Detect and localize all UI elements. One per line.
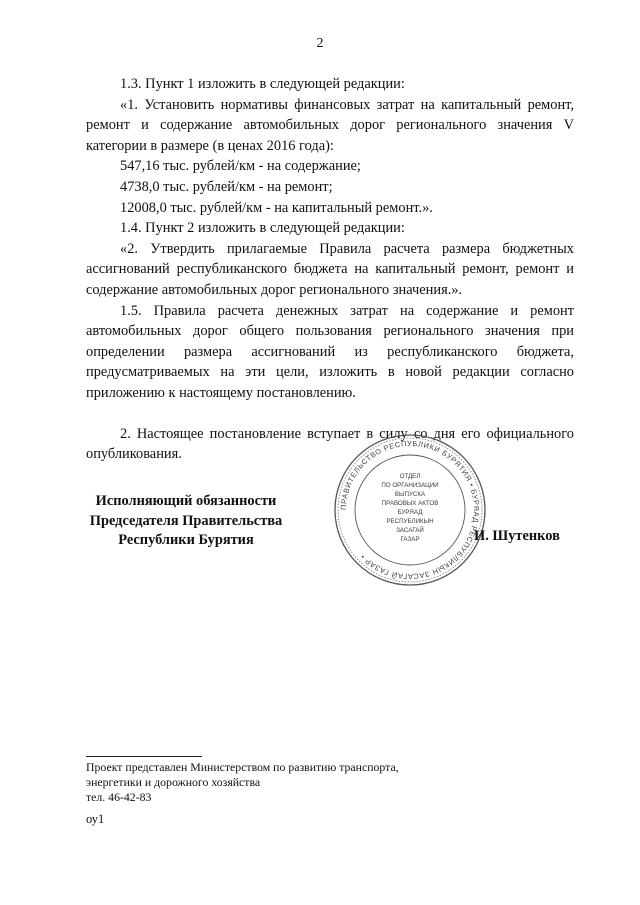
footnote xyxy=(86,760,466,805)
paragraph-norms-intro: «1. Установить нормативы финансовых затрат на капитальный ремонт, ремонт и содержание автомобильных дорог регионального значения V категории в размере (в ценах 2016 года): xyxy=(86,96,574,154)
paragraph-1-3: 1.3. Пункт 1 изложить в следующей редакции: xyxy=(120,76,405,92)
seal-center-line: ГАЗАР xyxy=(400,536,420,543)
seal-center-line: РЕСПУБЛИКЫН xyxy=(386,518,434,525)
paragraph-1-4: 1.4. Пункт 2 изложить в следующей редакции: xyxy=(120,220,405,237)
paragraph-capital-repair-rate: 12008,0 тыс. рублей/км - на капитальный ремонт.». xyxy=(120,199,433,216)
signatory-title xyxy=(78,492,294,551)
footnote-divider xyxy=(86,756,202,757)
paragraph-rules-approval: «2. Утвердить прилагаемые Правила расчета размера бюджетных ассигнований республиканского бюджета на капитальный ремонт, ремонт и содержание автомобильных дорог регионального значения.». xyxy=(86,240,574,298)
document-mark: оу1 xyxy=(86,812,105,826)
signatory-title-line: Республики Бурятия xyxy=(118,532,254,548)
seal-center-line: ПРАВОВЫХ АКТОВ xyxy=(381,500,439,507)
signatory-name: И. Шутенков xyxy=(474,528,560,544)
footnote-phone: тел. 46-42-83 xyxy=(86,790,152,804)
page-number: 2 xyxy=(316,36,324,51)
paragraph-repair-rate: 4738,0 тыс. рублей/км - на ремонт; xyxy=(120,178,333,195)
paragraph-1-5: 1.5. Правила расчета денежных затрат на содержание и ремонт автомобильных дорог общего пользования регионального значения при определении размера ассигнований из республиканского бюджета, предусматриваемых на эти цели, изложить в новой редакции согласно приложению к настоящему постановлению. xyxy=(86,302,574,401)
signatory-title-line: Исполняющий обязанности xyxy=(95,493,277,509)
seal-center-line: ПО ОРГАНИЗАЦИИ xyxy=(381,482,439,489)
seal-center-line: ЗАСАГАЙ xyxy=(396,527,424,534)
seal-ring-textpath: ПРАВИТЕЛЬСТВО РЕСПУБЛИКИ БУРЯТИЯ • БУРЯАД РЕСПУБЛИКЫН ЗАСАГАЙ ГАЗАР • xyxy=(338,438,482,582)
seal-center-line: БУРЯАД xyxy=(397,509,423,516)
document-body xyxy=(86,74,574,465)
signatory-title-line: Председателя Правительства xyxy=(89,512,283,529)
seal-center-line: ОТДЕЛ xyxy=(399,473,421,480)
seal-center-line: ВЫПУСКА xyxy=(394,491,426,498)
footnote-line: энергетики и дорожного хозяйства xyxy=(86,775,261,789)
paragraph-maintenance-rate: 547,16 тыс. рублей/км - на содержание; xyxy=(120,158,361,175)
paragraph-2-effective: 2. Настоящее постановление вступает в силу со дня его официального опубликования. xyxy=(86,425,574,463)
official-seal xyxy=(332,432,488,588)
footnote-line: Проект представлен Министерством по развитию транспорта, xyxy=(86,760,399,774)
